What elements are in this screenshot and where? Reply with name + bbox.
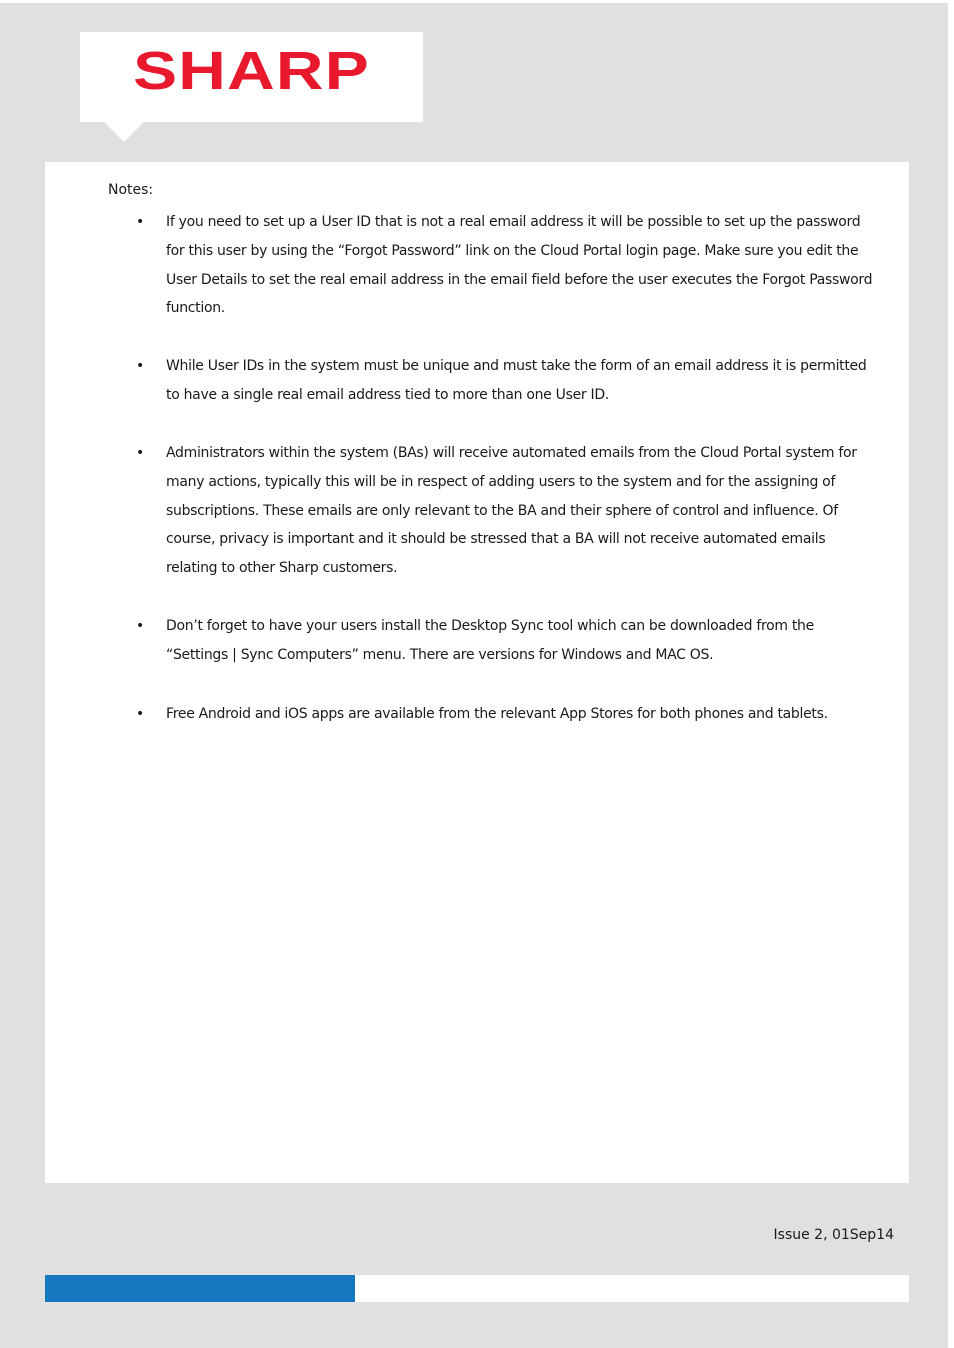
bullet-icon: • [136,214,145,230]
footer-bar [45,1275,909,1302]
list-item-text: If you need to set up a User ID that is not a real email address it will be possible to set up the password for this user by using the “Forgot Password” link on the Cloud Portal login page. Make sure you edit the User Details to set the real email address in the email field before the user executes the Forgot Password function. [166,214,873,317]
list-item-text: Administrators within the system (BAs) will receive automated emails from the Cloud Portal system for many actions, typically this will be in respect of adding users to the system and for the assigning of subscriptions. These emails are only relevant to the BA and their sphere of control and influence. Of course, privacy is important and it should be stressed that a BA will not receive automated emails relating to other Sharp customers. [166,445,857,577]
bullet-icon: • [136,445,145,461]
bullet-icon: • [136,706,145,722]
logo-panel [80,32,423,122]
footer-accent-bar [45,1275,355,1302]
list-item-text: While User IDs in the system must be unique and must take the form of an email address it is permitted to have a single real email address tied to more than one User ID. [166,358,867,403]
logo-notch [104,122,144,142]
content-panel [45,162,909,1183]
bullet-icon: • [136,358,145,374]
list-item-text: Don’t forget to have your users install the Desktop Sync tool which can be downloaded from the “Settings | Sync Computers” menu. There are versions for Windows and MAC OS. [166,618,814,663]
page-background [0,3,948,1348]
issue-label: Issue 2, 01Sep14 [773,1227,894,1243]
sharp-logo: SHARP [133,41,370,101]
list-item-text: Free Android and iOS apps are available from the relevant App Stores for both phones and tablets. [166,706,828,722]
bullet-icon: • [136,618,145,634]
notes-heading: Notes: [108,182,154,198]
